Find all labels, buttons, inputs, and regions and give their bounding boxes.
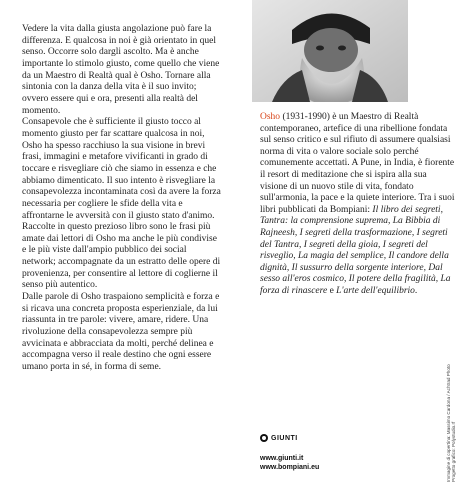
publisher-logo-text: GIUNTI xyxy=(271,434,298,442)
blurb-column xyxy=(22,24,222,374)
publisher-urls xyxy=(260,454,319,472)
author-bio xyxy=(260,112,456,298)
credit-line-2: Progetto grafico: Polystudio.rf xyxy=(451,421,456,482)
author-portrait-image xyxy=(252,0,408,102)
blurb-paragraph-2: Consapevole che è sufficiente il giusto tocco al momento giusto per far scattare qualcosa in noi, Osho ha spesso racchiuso la sua visione in brevi frasi, immagini e metafore vivificanti in grado di toccare e risvegliare ciò che siamo in essenza e che abbiamo dimenticato. Il suo intento è risvegliare la consapevolezza incontaminata così da avere la forza necessaria per cogliere le sfide della vita e affrontarne le avversità con il giusto stato d'animo. xyxy=(22,117,221,221)
bio-text-1: (1931-1990) è un Maestro di Realtà contemporaneo, artefice di una ribellione fondata sul senso critico e sul rifiuto di assumere qualsiasi norma di vita o valore sociale solo perché comunemente accettati. A Pune, in India, è fiorente il resort di meditazione che si ispira alla sua visione di un nuovo stile di vita, fondato sull'armonia, la pace e la quiete interiore. Tra i suoi libri pubblicati da Bompiani: xyxy=(260,112,455,215)
url-bompiani[interactable]: www.bompiani.eu xyxy=(260,464,320,471)
author-column xyxy=(244,0,464,484)
url-giunti[interactable]: www.giunti.it xyxy=(260,455,304,462)
book-title-last: L'arte dell'equilibrio xyxy=(336,285,415,296)
bio-text-2: e xyxy=(327,285,337,296)
credit-line-1: Immagine di copertina: Massimo Cardona / Achtrad Photo xyxy=(446,364,451,482)
giunti-logo-icon xyxy=(260,434,268,442)
book-titles: Il libro dei segreti, Tantra: la comprensione suprema, La Bibbia di Rajneesh, I segreti della trasformazione, I segreti del Tantra, I segreti della gioia, I segreti del risveglio, La magia del semplice, Il candore della dignità, Il sussurro della sorgente interiore, Dal sesso all'eros cosmico, Il potere della fragilità, La forza di rinascere xyxy=(260,204,451,296)
blurb-paragraph-4: Dalle parole di Osho traspaiono semplicità e forza e si ricava una concreta proposta esperienziale, da lui riassunta in tre parole: vivere, amare, ridere. Una rivoluzione della consapevolezza sempre più avvicinata e abbracciata da molti, perché delinea e accompagna verso il reale destino che ogni essere umano porta in sé, in forma di seme. xyxy=(22,292,220,373)
bio-text-3: . xyxy=(414,285,418,296)
blurb-paragraph-1: Vedere la vita dalla giusta angolazione può fare la differenza. E qualcosa in noi è già orientato in quel senso. Occorre solo dargli ascolto. Ma è anche importante lo stimolo giusto, come quello che viene da un Maestro di Realtà qual è Osho. Tornare alla sintonia con la danza della vita è il suo invito; ovvero essere qui e ora, presenti alla realtà del momento. xyxy=(22,24,220,116)
publisher-logo xyxy=(260,434,298,442)
image-credit xyxy=(446,364,456,482)
author-photo xyxy=(252,0,408,102)
blurb-paragraph-3: Raccolte in questo prezioso libro sono le frasi più amate dai lettori di Osho ma anche le più condivise e le più viste dall'ampio pubblico dei social network; accompagnate da un estratto delle opere di provenienza, per consentire al lettore di coglierne il senso più autentico. xyxy=(22,222,221,291)
author-name: Osho xyxy=(260,112,281,122)
